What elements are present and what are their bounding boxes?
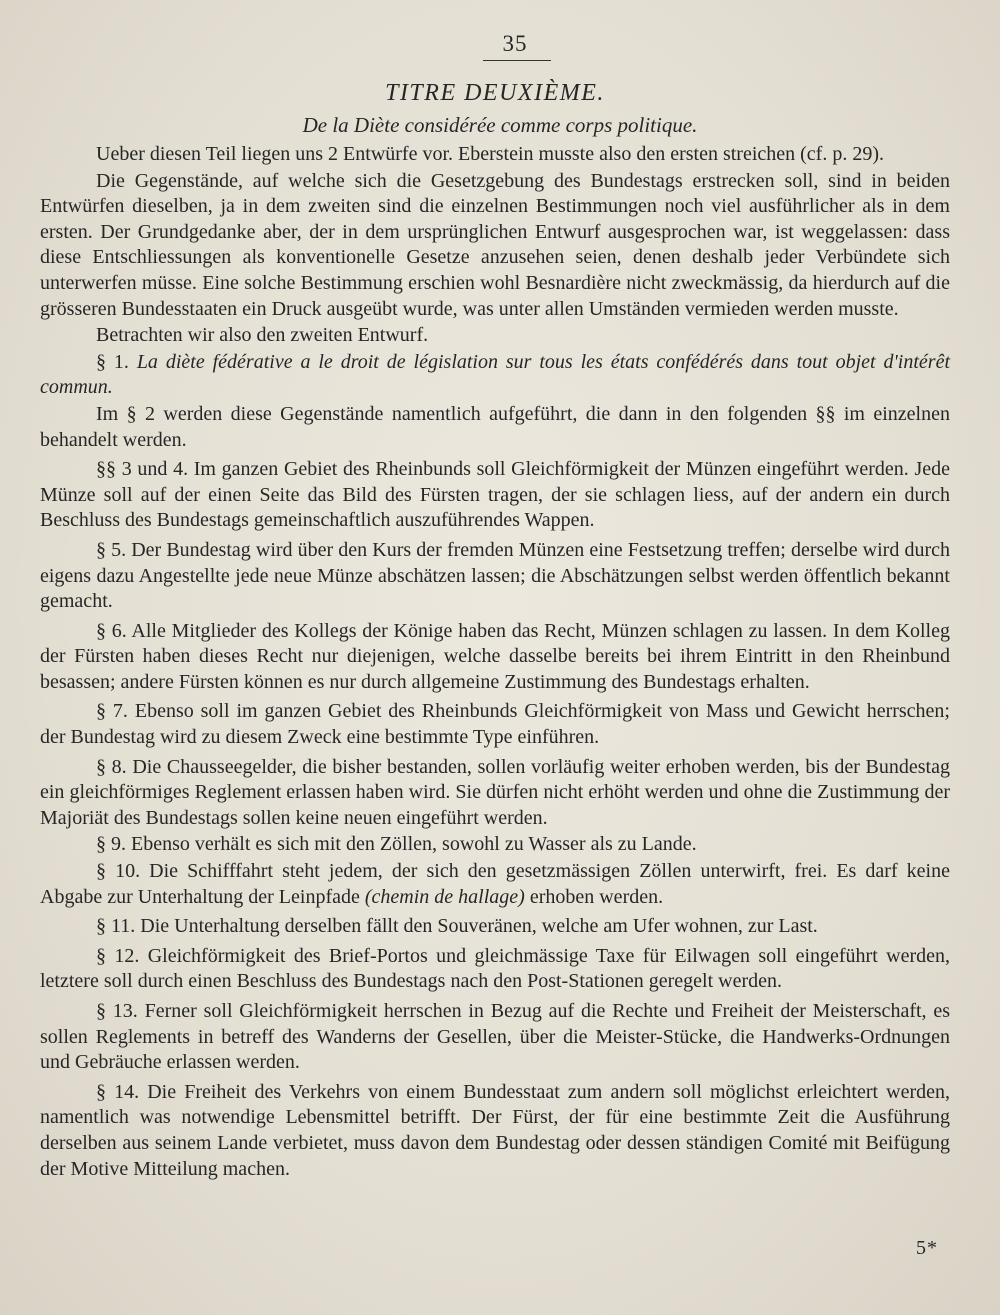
paragraph-section-14: § 14. Die Freiheit des Verkehrs von einem Bundesstaat zum andern soll möglichst erleichtert werden, namentlich was notwendige Lebensmittel betrifft. Der Fürst, der für eine bestimmte Zeit die Ausführung derselben aus seinem Lande verbietet, muss davon dem Bundestag oder dessen ständigen Comité mit Beifügung der Motive Mitteilung machen. [40, 1080, 950, 1180]
paragraph-section-1 [40, 350, 950, 401]
paragraph-section-8: § 8. Die Chausseegelder, die bisher bestanden, sollen vorläufig weiter erhoben werden, bis der Bundestag ein gleichförmiges Reglement erlassen haben wird. Sie dürfen nicht erhöht werden und ohne die Zustimmung der Majoriät des Bundestags sollen keine neuen eingeführt werden. [40, 755, 950, 829]
paragraph-section-11: § 11. Die Unterhaltung derselben fällt den Souveränen, welche am Ufer wohnen, zur Last. [96, 915, 818, 938]
paragraph-section-2: Im § 2 werden diese Gegenstände namentlich aufgeführt, die dann in den folgenden §§ im einzelnen behandelt werden. [40, 402, 950, 451]
paragraph-section-13: § 13. Ferner soll Gleichförmigkeit herrschen in Bezug auf die Rechte und Freiheit der Meisterschaft, es sollen Reglements in betreff des Wanderns der Gesellen, über die Meister-Stücke, die Handwerks-Ordnungen und Gebräuche erlassen werden. [40, 1000, 950, 1074]
section-1-label: § 1. [96, 350, 137, 373]
paragraph-section-3-4: §§ 3 und 4. Im ganzen Gebiet des Rheinbunds soll Gleichförmigkeit der Münzen eingeführt werden. Jede Münze soll auf der einen Seite das Bild des Fürsten tragen, der sie schlagen liess, auf der andern ein durch Beschluss des Bundestags gemeinschaftlich auszuführendes Wappen. [40, 458, 950, 532]
page-number: 35 [502, 31, 528, 56]
section-1-quote: La diète fédérative a le droit de législation sur tous les états confédérés dans tout objet d'intérêt commun. [40, 350, 951, 399]
section-10-text: § 10. Die Schifffahrt steht jedem, der sich den gesetzmässigen Zöllen unterwirft, frei. Es darf keine Abgabe zur Unterhaltung der Leinpfade [40, 860, 950, 908]
section-title: TITRE DEUXIÈME. [385, 80, 605, 106]
paragraph-legislation: Die Gegenstände, auf welche sich die Gesetzgebung des Bundestags erstrecken soll, sind in beiden Entwürfen dieselben, ja in dem zweiten sind die einzelnen Bestimmungen noch viel ausführlicher als in dem ersten. Der Grundgedanke aber, der in dem ursprünglichen Entwurf ausgesprochen war, ist weggelassen: dass diese Entschliessungen als konventionelle Gesetze anzusehen seien, denen deshalb jeder Verbündete sich unterwerfen müsse. Eine solche Bestimmung erschien wohl Besnardière nicht zweckmässig, da hierdurch auf die grösseren Bundesstaaten ein Druck ausgeübt wurde, was unter allen Umständen vermieden werden musste. [40, 169, 950, 320]
paragraph-section-9: § 9. Ebenso verhält es sich mit den Zöllen, sowohl zu Wasser als zu Lande. [96, 833, 697, 856]
page-number-rule [483, 60, 551, 61]
paragraph-section-12: § 12. Gleichförmigkeit des Brief-Portos und gleichmässige Taxe für Eilwagen soll eingeführt werden, letztere soll durch einen Beschluss des Bundestags nach den Post-Stationen geregelt werden. [40, 944, 950, 993]
paragraph-section-5: § 5. Der Bundestag wird über den Kurs der fremden Münzen eine Festsetzung treffen; derselbe wird durch eigens dazu Angestellte jede neue Münze abschätzen lassen; die Abschätzungen selbst werden öffentlich bekannt gemacht. [40, 538, 950, 613]
paragraph-second-draft: Betrachten wir also den zweiten Entwurf. [96, 324, 429, 347]
paragraph-section-10 [40, 859, 950, 910]
section-subtitle: De la Diète considérée comme corps politique. [302, 113, 698, 137]
signature-mark: 5* [916, 1237, 938, 1259]
section-10-suffix: erhoben werden. [524, 885, 664, 908]
paragraph-section-6: § 6. Alle Mitglieder des Kollegs der Könige haben das Recht, Münzen schlagen zu lassen. In dem Kolleg der Fürsten haben dieses Recht nur diejenigen, welche dasselbe bereits bei ihrem Eintritt in den Rheinbund besassen; andere Fürsten können es nur durch allgemeine Zustimmung des Bundestags erhalten. [40, 619, 950, 693]
paragraph-intro: Ueber diesen Teil liegen uns 2 Entwürfe vor. Eberstein musste also den ersten streichen (cf. p. 29). [96, 143, 884, 165]
paragraph-section-7: § 7. Ebenso soll im ganzen Gebiet des Rheinbunds Gleichförmigkeit von Mass und Gewicht herrschen; der Bundestag wird zu diesem Zweck eine bestimmte Type einführen. [40, 700, 950, 749]
section-10-term: (chemin de hallage) [364, 885, 525, 908]
